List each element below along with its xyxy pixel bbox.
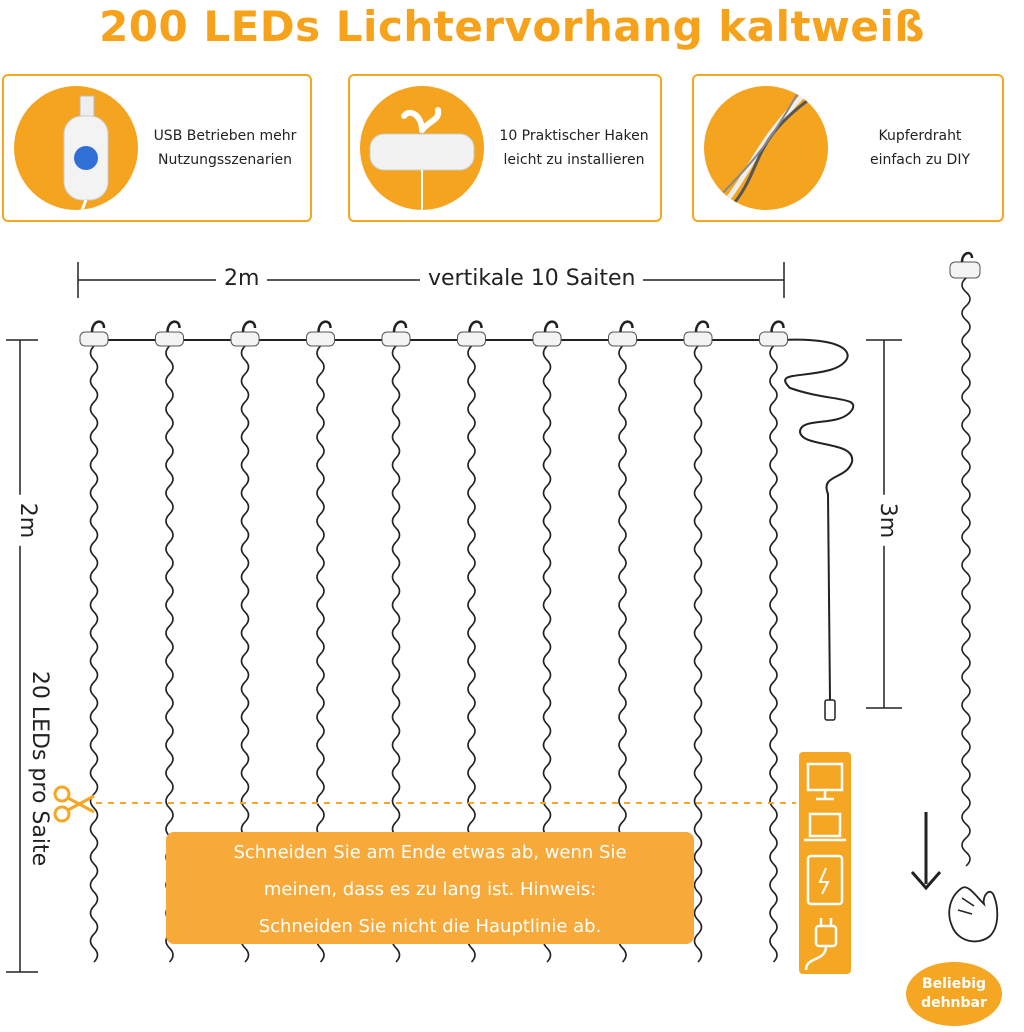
width-label: 2m [216,266,267,291]
feature-usb-line2: Nutzungsszenarien [158,152,292,168]
strings-label: vertikale 10 Saiten [420,266,643,291]
hook-clip [533,322,561,346]
led-string [695,346,702,962]
notice-line2: meinen, dass es zu lang ist. Hinweis: [263,879,597,900]
hook-clip [307,322,335,346]
plug-icon [806,918,836,970]
badge-line2: dehnbar [921,995,987,1011]
power-bank-icon [808,856,842,904]
hook-clip [80,322,108,346]
led-string [91,346,98,962]
hook-clip [609,322,637,346]
scissors-icon [55,787,94,821]
monitor-icon [808,764,842,799]
badge-line1: Beliebig [921,976,987,992]
height-label: 2m [15,495,40,546]
notice-line1: Schneiden Sie am Ende etwas ab, wenn Sie [233,842,627,863]
hook-clip [760,322,788,346]
feature-usb-line1: USB Betrieben mehr [153,128,297,144]
laptop-icon [804,814,846,840]
cut-notice [166,832,694,944]
down-arrow-icon [912,812,940,888]
notice-line3: Schneiden Sie nicht die Hauptlinie ab. [258,916,602,937]
page-title: 200 LEDs Lichtervorhang kaltweiß [99,2,925,51]
hook-clip [231,322,259,346]
led-string [770,346,777,962]
cable-length-label: 3m [875,495,900,546]
hook-clip [382,322,410,346]
feature-hooks-line2: leicht zu installieren [503,152,645,168]
feature-wire-line1: Kupferdraht [878,128,962,144]
extendable-led-string [962,278,970,866]
hand-icon [949,887,997,941]
hook-clip [156,322,184,346]
hook-clip [684,322,712,346]
extendable-badge [906,962,1002,1026]
hook-clip [458,322,486,346]
leds-per-string-label: 20 LEDs pro Saite [27,663,52,874]
feature-hooks-line1: 10 Praktischer Haken [499,128,649,144]
feature-wire-line2: einfach zu DIY [869,152,971,168]
